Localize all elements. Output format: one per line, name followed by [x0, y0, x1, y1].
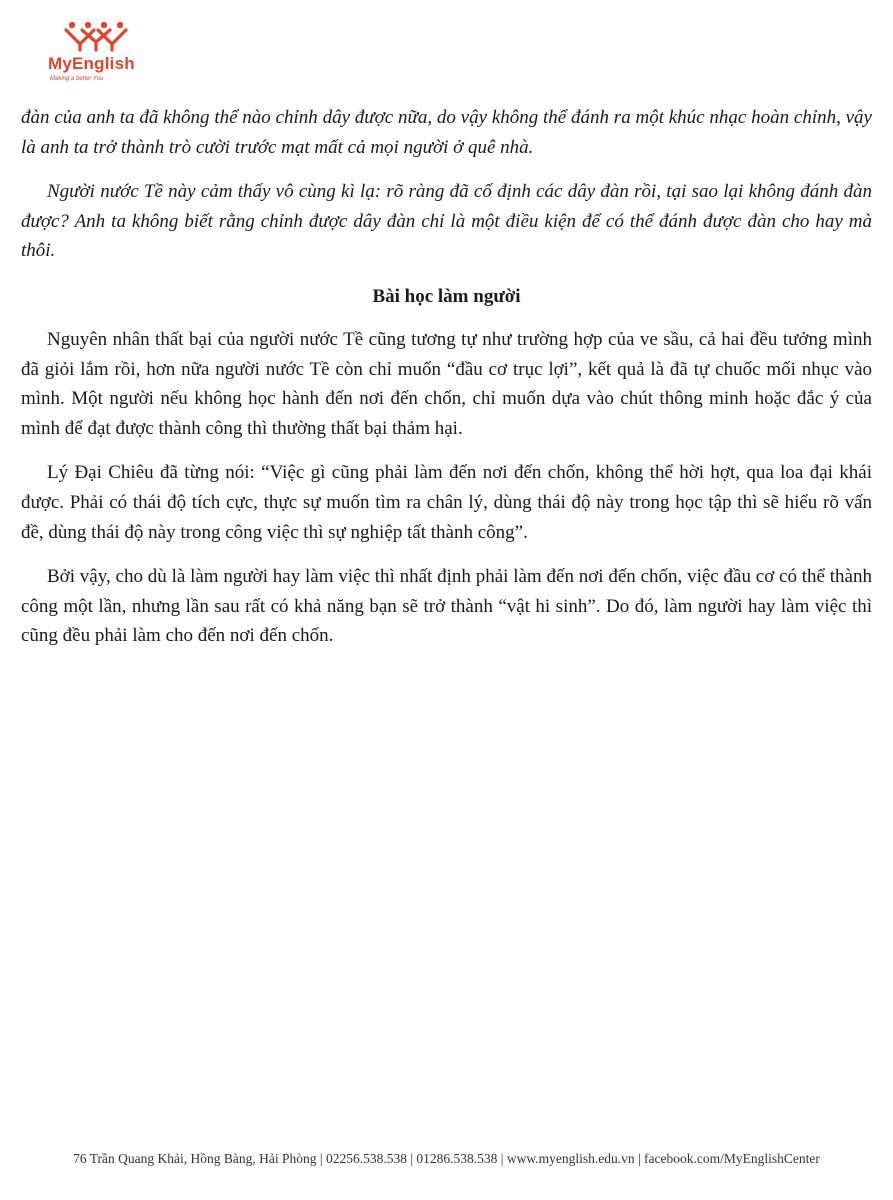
logo-figures-icon: [64, 20, 128, 52]
paragraph-3: Nguyên nhân thất bại của người nước Tề cũng tương tự như trường hợp của ve sầu, cả hai đều tưởng mình đã giỏi lắm rồi, hơn nữa người nước Tề còn chỉ muốn “đầu cơ trục lợi”, kết quả là đã tự chuốc mối nhục vào mình. Một người nếu không học hành đến nơi đến chốn, chỉ muốn dựa vào chút thông minh hoặc đắc ý của mình để đạt được thành công thì thường thất bại thảm hại.: [21, 328, 872, 439]
document-body: [21, 103, 872, 651]
paragraph-4: Lý Đại Chiêu đã từng nói: “Việc gì cũng phải làm đến nơi đến chốn, không thể hời hợt, qua loa đại khái được. Phải có thái độ tích cực, thực sự muốn tìm ra chân lý, dùng thái độ này trong học tập thì sẽ hiểu rõ vấn đề, dùng thái độ này trong công việc thì sự nghiệp tất thành công”.: [21, 462, 872, 543]
logo-name: MyEnglish: [48, 54, 135, 73]
paragraph-2: Người nước Tề này cảm thấy vô cùng kì lạ: rõ ràng đã cố định các dây đàn rồi, tại sao lại không đánh đàn được? Anh ta không biết rằng chỉnh được dây đàn chỉ là một điều kiện để có thể đánh được đàn cho hay mà thôi.: [21, 181, 872, 262]
paragraph-5: Bởi vậy, cho dù là làm người hay làm việc thì nhất định phải làm đến nơi đến chốn, việc đầu cơ có thể thành công một lần, nhưng lần sau rất có khả năng bạn sẽ trở thành “vật hi sinh”. Do đó, làm người hay làm việc thì cũng đều phải làm cho đến nơi đến chốn.: [21, 566, 872, 647]
myenglish-logo: [44, 20, 154, 90]
logo-tagline: Making a better You: [50, 76, 104, 82]
section-title: Bài học làm người: [372, 285, 521, 307]
paragraph-1: đàn của anh ta đã không thể nào chỉnh dây được nữa, do vậy không thể đánh ra một khúc nhạc hoàn chỉnh, vậy là anh ta trở thành trò cười trước mạt mất cả mọi người ở quê nhà.: [21, 107, 872, 158]
page-footer: 76 Trần Quang Khải, Hồng Bàng, Hải Phòng | 02256.538.538 | 01286.538.538 | www.myenglish.edu.vn | facebook.com/MyEnglishCenter: [73, 1151, 820, 1166]
